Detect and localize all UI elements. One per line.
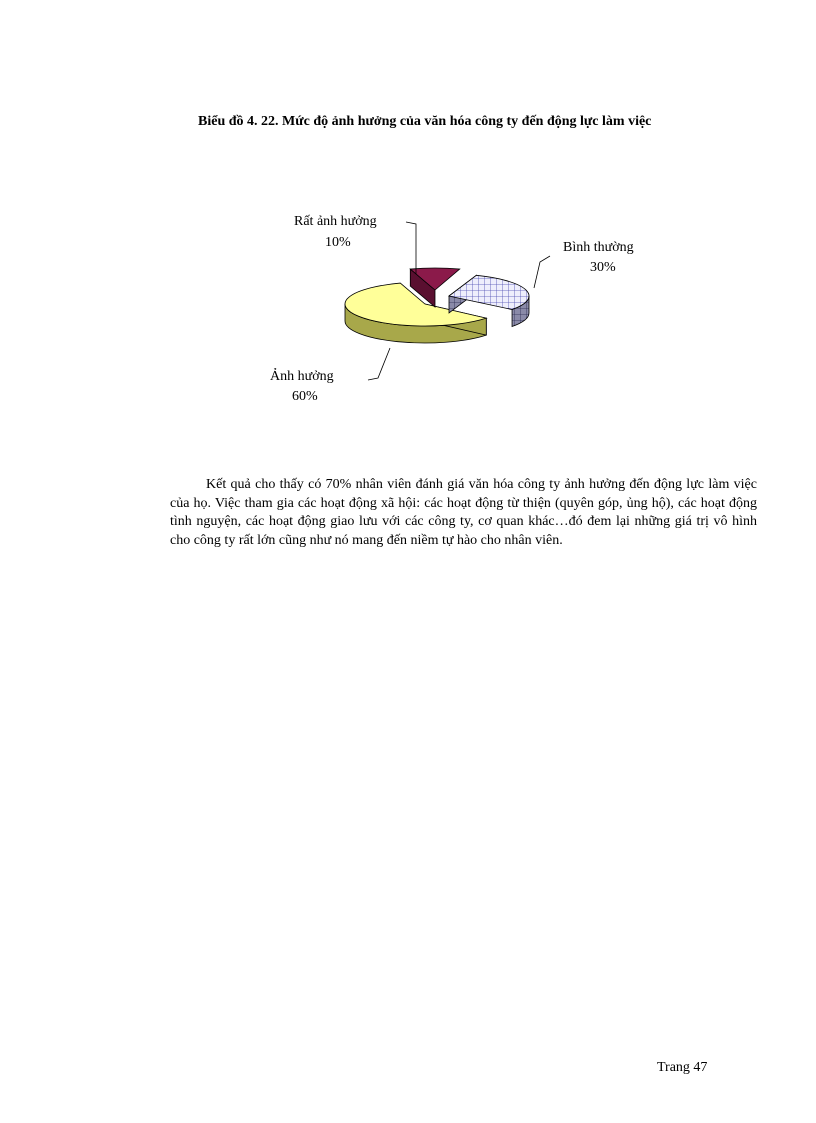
leader-line (368, 348, 390, 380)
pie-chart (250, 200, 670, 420)
slice-label-anh-huong: Ảnh hưởng (270, 369, 334, 384)
page-number: Trang 47 (657, 1060, 708, 1075)
body-paragraph: Kết quả cho thấy có 70% nhân viên đánh giá văn hóa công ty ảnh hưởng đến động lực làm việc của họ. Việc tham gia các hoạt động xã hội: các hoạt động từ thiện (quyên góp, ủng hộ), các hoạt động tình nguyện, các hoạt động giao lưu với các công ty, cơ quan khác…đó đem lại những giá trị vô hình cho công ty rất lớn cũng như nó mang đến niềm tự hào cho nhân viên. (170, 477, 757, 548)
chart-caption: Biểu đồ 4. 22. Mức độ ảnh hưởng của văn hóa công ty đến động lực làm việc (198, 114, 652, 129)
leader-line (406, 222, 416, 274)
slice-value-anh-huong: 60% (292, 389, 318, 404)
slice-value-binh-thuong: 30% (590, 260, 616, 275)
leader-line (534, 256, 550, 288)
slice-label-rat-anh-huong: Rất ảnh hưởng (294, 214, 377, 229)
slice-value-rat-anh-huong: 10% (325, 235, 351, 250)
pie-slices (345, 268, 529, 343)
slice-label-binh-thuong: Bình thường (563, 240, 634, 255)
